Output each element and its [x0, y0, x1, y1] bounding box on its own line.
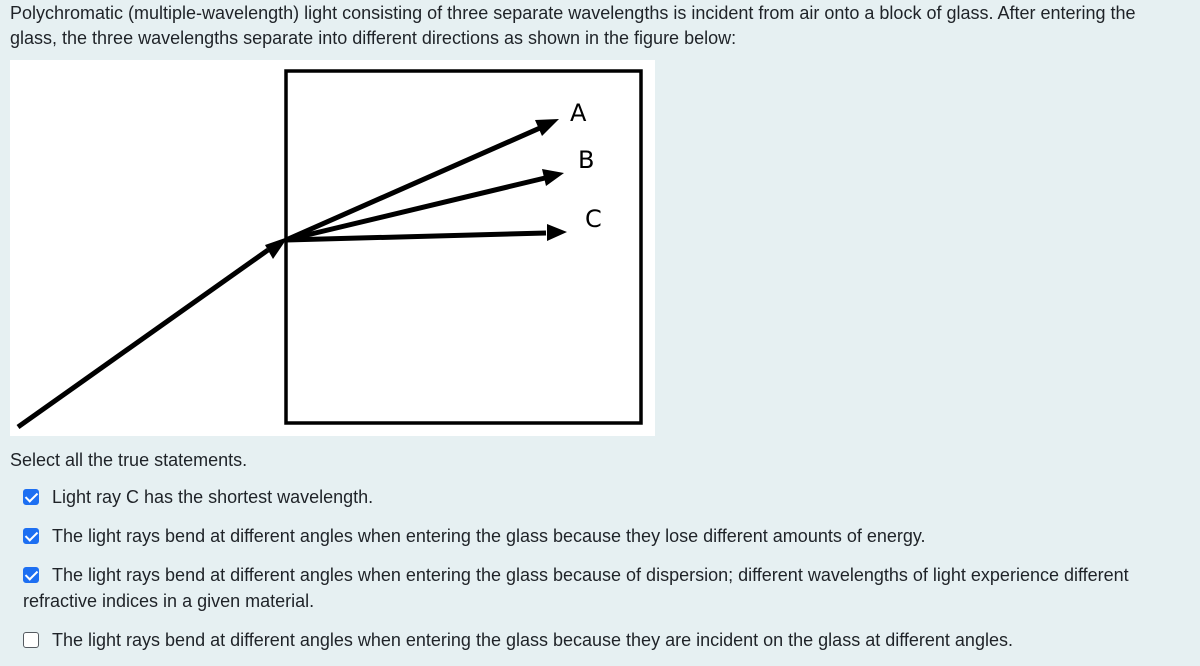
answer-choices: [23, 484, 1183, 666]
choice-4[interactable]: [23, 627, 1183, 653]
ray-b-label: B: [578, 146, 595, 174]
ray-a-label: A: [570, 99, 587, 127]
instruction-text: Select all the true statements.: [10, 450, 248, 470]
choice-1[interactable]: [23, 484, 1183, 510]
choice-label: The light rays bend at different angles when entering the glass because of dispersion; different wavelengths of light experience different refractive indices in a given material.: [23, 565, 1129, 611]
ray-c-arrowhead: [547, 224, 567, 241]
glass-block: [286, 71, 641, 423]
ray-b-arrowhead: [542, 169, 564, 186]
checkbox[interactable]: [23, 489, 39, 505]
ray-a: [286, 128, 540, 240]
question-text: Polychromatic (multiple-wavelength) light consisting of three separate wavelengths is incident from air onto a block of glass. After entering the glass, the three wavelengths separate into different directions as shown in the figure below:: [10, 3, 1136, 48]
refraction-diagram: [10, 60, 655, 436]
checkbox[interactable]: [23, 528, 39, 544]
ray-c-label: C: [585, 205, 602, 233]
checkbox[interactable]: [23, 567, 39, 583]
ray-a-arrowhead: [535, 119, 559, 136]
ray-c: [286, 233, 546, 240]
checkbox[interactable]: [23, 632, 39, 648]
choice-label: The light rays bend at different angles when entering the glass because they lose different amounts of energy.: [52, 526, 926, 546]
refraction-figure: [10, 60, 655, 436]
incident-ray: [18, 250, 268, 427]
choice-2[interactable]: [23, 523, 1183, 549]
choice-3[interactable]: [23, 562, 1183, 614]
ray-b: [286, 178, 545, 240]
choice-label: The light rays bend at different angles when entering the glass because they are incident on the glass at different angles.: [52, 630, 1013, 650]
choice-label: Light ray C has the shortest wavelength.: [52, 487, 374, 507]
